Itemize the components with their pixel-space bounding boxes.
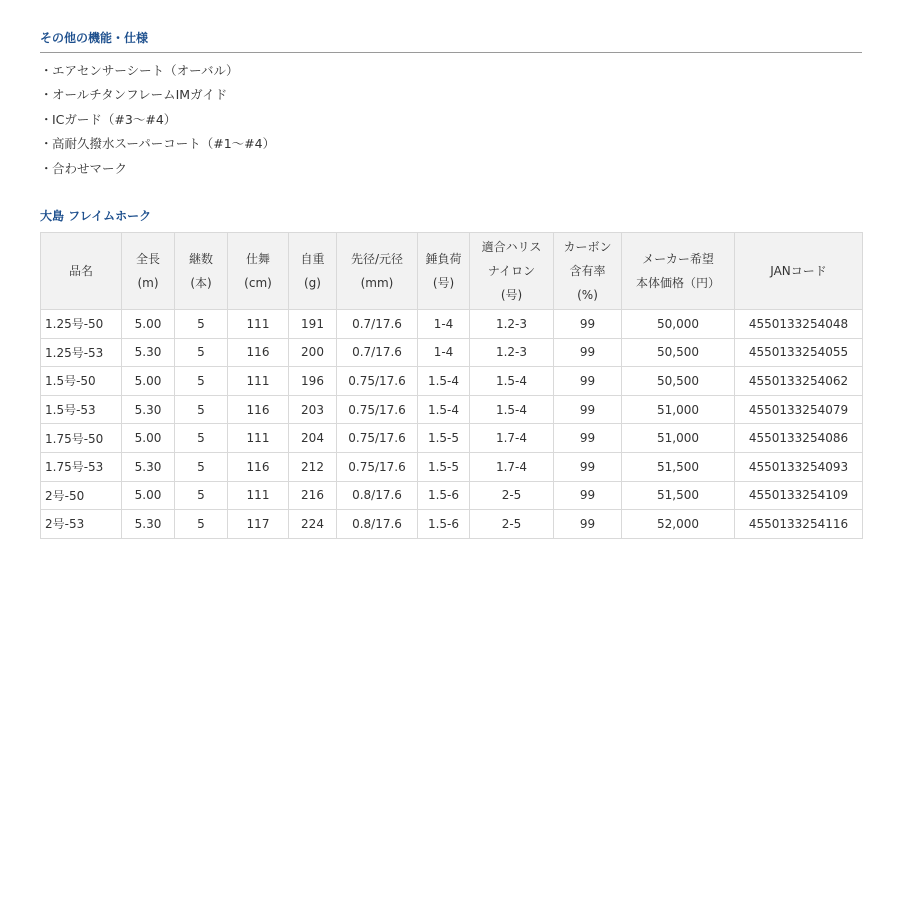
features-list bbox=[40, 59, 275, 181]
table-row bbox=[41, 367, 863, 396]
table-row bbox=[41, 310, 863, 339]
table-row bbox=[41, 481, 863, 510]
table-cell: 52,000 bbox=[622, 510, 735, 539]
table-cell: 111 bbox=[228, 367, 289, 396]
bullet-mark: ・ bbox=[40, 136, 53, 152]
table-cell: 1.5-5 bbox=[418, 424, 470, 453]
table-cell: 116 bbox=[228, 338, 289, 367]
bullet-mark: ・ bbox=[40, 63, 53, 78]
feature-item bbox=[40, 132, 275, 156]
table-cell: 5.00 bbox=[122, 310, 175, 339]
column-header bbox=[122, 233, 175, 310]
spec-table-title: 大島 フレイムホーク bbox=[40, 209, 152, 223]
table-cell: 5.30 bbox=[122, 452, 175, 481]
table-row bbox=[41, 510, 863, 539]
table-cell: 50,500 bbox=[622, 338, 735, 367]
table-cell: 1.5-6 bbox=[418, 481, 470, 510]
table-cell: 1.7-4 bbox=[470, 452, 554, 481]
column-header-line: (本) bbox=[190, 276, 212, 290]
column-header-line: (号) bbox=[500, 288, 523, 302]
table-cell: 0.8/17.6 bbox=[337, 481, 418, 510]
table-cell: 99 bbox=[554, 481, 622, 510]
column-header-line: 適合ハリス bbox=[481, 240, 542, 254]
table-cell: 1-4 bbox=[418, 310, 470, 339]
product-name-cell: 1.25号-53 bbox=[41, 338, 122, 367]
table-cell: 196 bbox=[289, 367, 337, 396]
table-cell: 5.30 bbox=[122, 338, 175, 367]
bullet-mark: ・ bbox=[40, 160, 53, 176]
table-cell: 203 bbox=[289, 395, 337, 424]
feature-text: エアセンサーシート（オーバル） bbox=[52, 63, 239, 78]
table-cell: 1.5-4 bbox=[418, 367, 470, 396]
table-cell: 191 bbox=[289, 310, 337, 339]
table-cell: 216 bbox=[289, 481, 337, 510]
table-cell: 111 bbox=[228, 424, 289, 453]
column-header-line: 本体価格（円） bbox=[635, 276, 720, 290]
table-cell: 51,500 bbox=[622, 481, 735, 510]
bullet-mark: ・ bbox=[40, 87, 53, 103]
table-cell: 4550133254116 bbox=[735, 510, 863, 539]
table-cell: 5.00 bbox=[122, 424, 175, 453]
table-cell: 5 bbox=[175, 481, 228, 510]
product-name-cell: 1.75号-53 bbox=[41, 452, 122, 481]
product-name-cell: 1.5号-50 bbox=[41, 367, 122, 396]
feature-text: オールチタンフレームIMガイド bbox=[52, 87, 228, 103]
product-name-cell: 2号-50 bbox=[41, 481, 122, 510]
table-cell: 4550133254048 bbox=[735, 310, 863, 339]
table-cell: 204 bbox=[289, 424, 337, 453]
table-cell: 50,500 bbox=[622, 367, 735, 396]
column-header-line: 品名 bbox=[68, 264, 93, 278]
table-cell: 51,000 bbox=[622, 395, 735, 424]
table-row bbox=[41, 338, 863, 367]
table-cell: 4550133254079 bbox=[735, 395, 863, 424]
column-header-line: ナイロン bbox=[487, 264, 536, 278]
product-name-cell: 1.25号-50 bbox=[41, 310, 122, 339]
table-cell: 99 bbox=[554, 338, 622, 367]
column-header-line: 仕舞 bbox=[245, 252, 270, 266]
table-cell: 1.2-3 bbox=[470, 310, 554, 339]
table-cell: 99 bbox=[554, 510, 622, 539]
table-cell: 99 bbox=[554, 310, 622, 339]
table-cell: 224 bbox=[289, 510, 337, 539]
table-cell: 111 bbox=[228, 310, 289, 339]
column-header bbox=[228, 233, 289, 310]
column-header-line: カーボン bbox=[563, 240, 612, 254]
product-name-cell: 1.75号-50 bbox=[41, 424, 122, 453]
table-cell: 212 bbox=[289, 452, 337, 481]
table-row bbox=[41, 424, 863, 453]
table-cell: 1.7-4 bbox=[470, 424, 554, 453]
feature-text: 高耐久撥水スーパーコート（#1～#4） bbox=[52, 136, 276, 152]
column-header bbox=[175, 233, 228, 310]
spec-table bbox=[40, 232, 863, 539]
section-divider bbox=[40, 52, 862, 53]
table-cell: 200 bbox=[289, 338, 337, 367]
column-header-line: (m) bbox=[137, 276, 159, 290]
column-header-line: JANコード bbox=[770, 264, 827, 278]
table-cell: 4550133254086 bbox=[735, 424, 863, 453]
spec-body bbox=[41, 310, 863, 539]
column-header-line: 全長 bbox=[135, 252, 160, 266]
table-cell: 1.5-4 bbox=[470, 367, 554, 396]
column-header-line: メーカー希望 bbox=[642, 252, 714, 266]
column-header-line: (%) bbox=[577, 288, 598, 302]
table-cell: 116 bbox=[228, 452, 289, 481]
table-cell: 116 bbox=[228, 395, 289, 424]
table-cell: 0.8/17.6 bbox=[337, 510, 418, 539]
table-cell: 51,000 bbox=[622, 424, 735, 453]
column-header-line: 先径/元径 bbox=[350, 252, 404, 266]
column-header bbox=[554, 233, 622, 310]
column-header bbox=[289, 233, 337, 310]
table-cell: 99 bbox=[554, 367, 622, 396]
table-cell: 4550133254055 bbox=[735, 338, 863, 367]
table-cell: 4550133254109 bbox=[735, 481, 863, 510]
feature-item bbox=[40, 157, 275, 181]
feature-item bbox=[40, 108, 275, 132]
column-header-line: 錘負荷 bbox=[425, 252, 462, 266]
feature-item bbox=[40, 83, 275, 107]
table-cell: 5 bbox=[175, 310, 228, 339]
bullet-mark: ・ bbox=[40, 111, 53, 127]
column-header-line: (号) bbox=[432, 276, 455, 290]
table-cell: 0.75/17.6 bbox=[337, 395, 418, 424]
table-cell: 1.5-6 bbox=[418, 510, 470, 539]
table-cell: 1.2-3 bbox=[470, 338, 554, 367]
table-cell: 0.75/17.6 bbox=[337, 424, 418, 453]
spec-header-row bbox=[41, 233, 863, 310]
feature-text: ICガード（#3～#4） bbox=[52, 111, 177, 127]
column-header-line: 含有率 bbox=[569, 264, 606, 278]
feature-item bbox=[40, 59, 275, 83]
column-header-line: 自重 bbox=[300, 252, 325, 266]
table-cell: 50,000 bbox=[622, 310, 735, 339]
table-cell: 1.5-4 bbox=[418, 395, 470, 424]
column-header-line: 継数 bbox=[188, 252, 213, 266]
table-cell: 5.00 bbox=[122, 367, 175, 396]
table-cell: 4550133254093 bbox=[735, 452, 863, 481]
table-cell: 111 bbox=[228, 481, 289, 510]
product-name-cell: 2号-53 bbox=[41, 510, 122, 539]
table-cell: 0.7/17.6 bbox=[337, 338, 418, 367]
table-cell: 99 bbox=[554, 424, 622, 453]
table-cell: 99 bbox=[554, 395, 622, 424]
column-header-line: (cm) bbox=[244, 276, 272, 290]
column-header bbox=[622, 233, 735, 310]
table-cell: 5.00 bbox=[122, 481, 175, 510]
product-name-cell: 1.5号-53 bbox=[41, 395, 122, 424]
table-cell: 0.75/17.6 bbox=[337, 452, 418, 481]
table-cell: 2-5 bbox=[470, 510, 554, 539]
table-cell: 2-5 bbox=[470, 481, 554, 510]
table-cell: 5 bbox=[175, 510, 228, 539]
table-cell: 5 bbox=[175, 395, 228, 424]
table-cell: 5 bbox=[175, 424, 228, 453]
table-row bbox=[41, 452, 863, 481]
table-cell: 0.75/17.6 bbox=[337, 367, 418, 396]
table-cell: 4550133254062 bbox=[735, 367, 863, 396]
column-header bbox=[41, 233, 122, 310]
table-cell: 51,500 bbox=[622, 452, 735, 481]
table-cell: 117 bbox=[228, 510, 289, 539]
table-cell: 5.30 bbox=[122, 395, 175, 424]
table-cell: 5 bbox=[175, 452, 228, 481]
feature-text: 合わせマーク bbox=[52, 160, 128, 176]
table-cell: 5.30 bbox=[122, 510, 175, 539]
features-section-title: その他の機能・仕様 bbox=[40, 31, 149, 45]
column-header-line: (g) bbox=[304, 276, 321, 290]
table-cell: 1-4 bbox=[418, 338, 470, 367]
column-header bbox=[735, 233, 863, 310]
column-header-line: (mm) bbox=[360, 276, 394, 290]
table-cell: 1.5-4 bbox=[470, 395, 554, 424]
table-cell: 0.7/17.6 bbox=[337, 310, 418, 339]
column-header bbox=[337, 233, 418, 310]
column-header bbox=[418, 233, 470, 310]
table-row bbox=[41, 395, 863, 424]
column-header bbox=[470, 233, 554, 310]
table-cell: 5 bbox=[175, 367, 228, 396]
table-cell: 1.5-5 bbox=[418, 452, 470, 481]
table-cell: 99 bbox=[554, 452, 622, 481]
table-cell: 5 bbox=[175, 338, 228, 367]
